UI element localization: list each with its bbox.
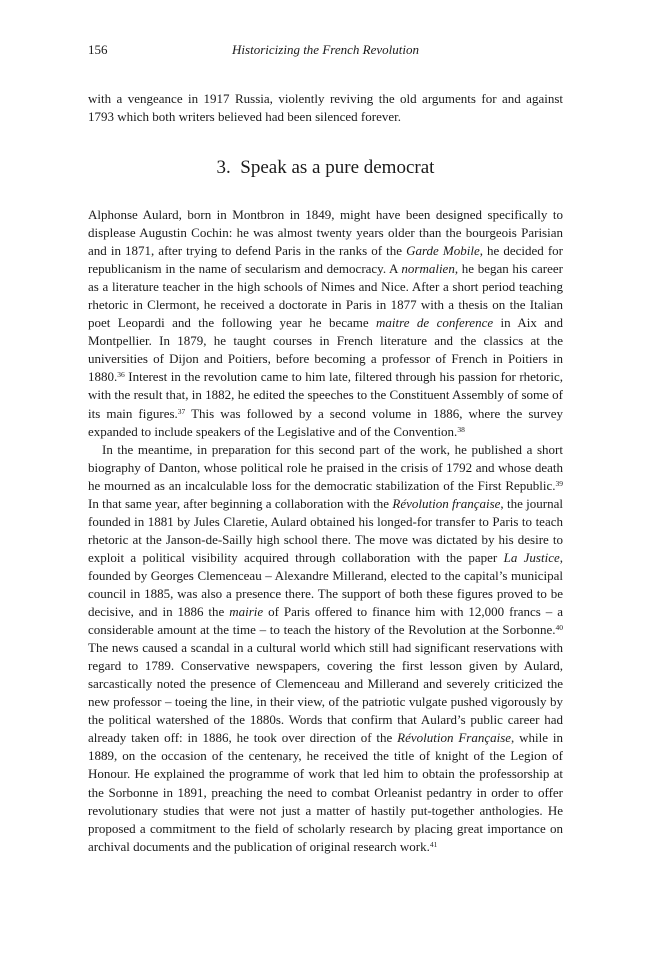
footnote-marker: 36 bbox=[117, 370, 125, 380]
italic-term: Garde Mobile bbox=[406, 243, 480, 259]
italic-term: Révolution Française bbox=[397, 730, 512, 746]
text-run: This was followed by a second volume in 1886, where the survey expanded to include speakers of the Legislative and of the Convention. bbox=[88, 405, 563, 439]
footnote-marker: 41 bbox=[429, 839, 438, 849]
text-run: Alphonse Aulard, born in Montbron in 1849, might have been designed specifically to displease Augustin Cochin: he was almost twenty years older than the bourgeois Parisian and in 1871, after trying to defend Paris in the ranks of the bbox=[88, 207, 563, 259]
body-paragraph bbox=[88, 206, 563, 441]
text-run: , he decided for republicanism in the name of secularism and democracy. A bbox=[88, 243, 563, 277]
footnote-marker: 40 bbox=[555, 623, 563, 633]
body-paragraph bbox=[88, 441, 563, 856]
text-run: In that same year, after beginning a collaboration with the bbox=[88, 495, 393, 511]
text-run: In the meantime, in preparation for this second part of the work, he published a short biography of Danton, whose political role he praised in the crisis of 1792 and whose death he mourned as an incalculable loss for the democratic stabilization of the First Republic. bbox=[88, 441, 563, 493]
footnote-marker: 39 bbox=[555, 478, 563, 488]
footnote-marker: 37 bbox=[177, 406, 186, 416]
text-run: , founded by Georges Clemenceau – Alexandre Millerand, elected to the capital’s municipal council in 1885, was also a presence there. The support of both these figures proved to be decisive, and in 1886 the bbox=[88, 549, 563, 620]
italic-term: Révolution française bbox=[392, 495, 501, 511]
page-number: 156 bbox=[88, 42, 108, 57]
text-run: , while in 1889, on the occasion of the centenary, he received the title of knight of the Legion of Honour. He explained the programme of work that led him to obtain the professorship at the Sorbonne in 1891, preaching the need to combat Orleanist pedantry in order to offer revolutionary studies that were not just a matter of hastily put-together anthologies. He proposed a commitment to the field of scholarly research by placing great importance on archival documents and the publication of original research work. bbox=[88, 730, 563, 854]
continued-paragraph: with a vengeance in 1917 Russia, violently reviving the old arguments for and against 1793 which both writers believed had been silenced forever. bbox=[88, 91, 563, 124]
italic-term: maitre de conference bbox=[376, 315, 494, 331]
body-text bbox=[88, 206, 563, 856]
section-heading: 3. Speak as a pure democrat bbox=[216, 157, 435, 178]
book-page bbox=[88, 42, 563, 856]
footnote-marker: 38 bbox=[457, 424, 465, 434]
text-run: in Aix and Montpellier. In 1879, he taught courses in French literature and the classics at the universities of Dijon and Poitiers, before becoming a professor of French in Poitiers in 1880. bbox=[88, 315, 563, 385]
text-run: , he began his career as a literature teacher in the high schools of Nimes and Nice. After a short period teaching rhetoric in Clermont, he received a doctorate in Paris in 1877 with a thesis on the Italian poet Leopardi and the following year he became bbox=[88, 261, 563, 331]
text-run: of Paris offered to finance him with 12,000 francs – a considerable amount at the time – to teach the history of the Revolution at the Sorbonne. bbox=[88, 604, 563, 638]
text-run: Interest in the revolution came to him late, filtered through his passion for rhetoric, with the result that, in 1882, he edited the speeches to the Constituent Assembly of some of its main figures. bbox=[88, 369, 563, 421]
italic-term: La Justice bbox=[503, 549, 560, 565]
text-run: , the journal founded in 1881 by Jules Claretie, Aulard obtained his longed-for transfer to Paris to teach rhetoric at the Janson-de-Sailly high school there. The move was dictated by his desire to exploit a political visibility acquired through collaboration with the paper bbox=[88, 495, 563, 565]
running-title: Historicizing the French Revolution bbox=[232, 42, 419, 57]
italic-term: normalien bbox=[401, 261, 455, 277]
running-header bbox=[88, 42, 563, 64]
text-run: The news caused a scandal in a cultural world which still had significant reservations with regard to 1789. Conservative newspapers, covering the first lesson given by Aulard, sarcastically noted the presence of Clemenceau and Millerand and severely criticized the new professor – toeing the line, in their view, of the patriotic vulgate pushed vigorously by the political watershed of the 1880s. Words that confirm that Aulard’s public career had already taken off: in 1886, he took over direction of the bbox=[88, 640, 563, 746]
italic-term: mairie bbox=[229, 604, 264, 620]
